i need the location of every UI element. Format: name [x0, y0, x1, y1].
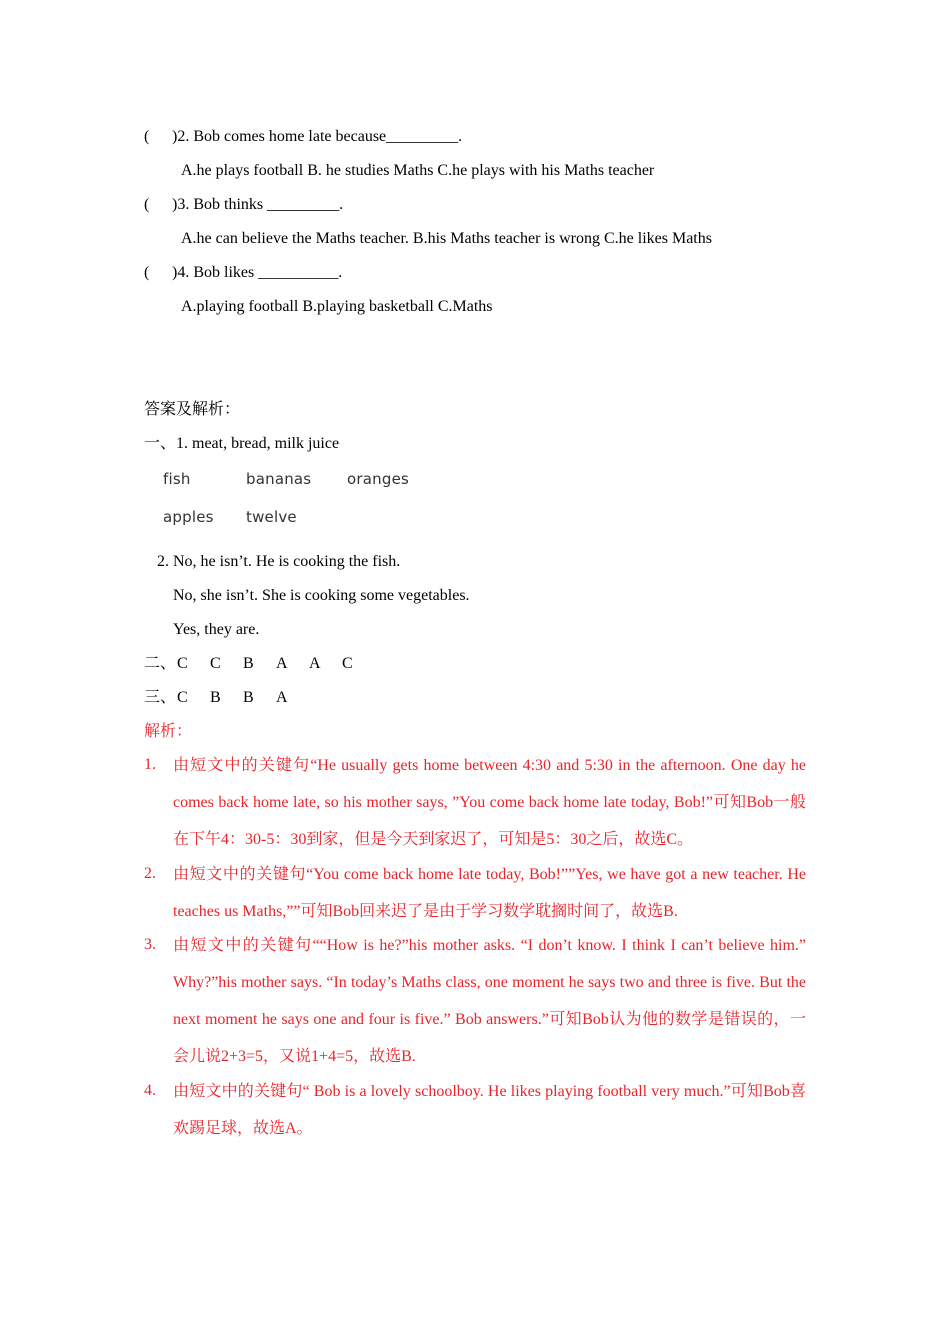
analysis-text: 由短文中的关键句“ Bob is a lovely schoolboy. He likes playing football very much.”可知Bob喜欢踢足球，故选A。 — [173, 1083, 806, 1137]
answer-letter: C — [210, 655, 221, 672]
answer-letter: A — [309, 655, 321, 672]
analysis-number: 2. — [144, 865, 156, 882]
analysis-heading: 解析： — [144, 723, 193, 740]
answer-letter: C — [342, 655, 353, 672]
analysis-text: 由短文中的关键句““How is he?”his mother asks. “I don’t know. I think I can’t believe him.” Why?”his mother says. “In today’s Maths class, one moment he says two and three is five. But the next moment he says one and four is five.” Bob answers.”可知Bob认为他的数学是错误的，一会儿说2+3=5，又说1+4=5，故选B. — [173, 937, 806, 1065]
analysis-item-2 — [144, 856, 806, 930]
answer-letter: C — [177, 655, 188, 672]
analysis-number: 3. — [144, 936, 156, 953]
part1-2-line3: Yes, they are. — [173, 621, 260, 638]
analysis-item-3 — [144, 927, 806, 1075]
part3-answers — [144, 688, 309, 708]
part1-line: 一、1. meat, bread, milk juice — [144, 435, 340, 452]
question-2-options: A.he plays football B. he studies Maths C.he plays with his Maths teacher — [181, 162, 655, 179]
word-bananas: bananas — [246, 470, 312, 488]
part1-2-line2: No, she isn’t. She is cooking some vegetables. — [173, 587, 470, 604]
word-oranges: oranges — [347, 470, 410, 488]
word-apples: apples — [163, 508, 214, 526]
answer-letter: B — [243, 655, 254, 672]
question-stem: )3. Bob thinks _________. — [172, 196, 344, 213]
analysis-number: 1. — [144, 756, 156, 773]
analysis-item-4 — [144, 1073, 806, 1147]
question-3-options: A.he can believe the Maths teacher. B.his Maths teacher is wrong C.he likes Maths — [181, 230, 712, 247]
answer-letter: B — [210, 689, 221, 706]
answer-letter: C — [177, 689, 188, 706]
part3-label: 三、 — [144, 689, 177, 706]
question-3 — [144, 195, 343, 215]
answer-paren: ( — [144, 196, 150, 213]
question-4-options: A.playing football B.playing basketball C.Maths — [181, 298, 493, 315]
question-stem: )2. Bob comes home late because_________. — [172, 128, 463, 145]
part2-answers — [144, 654, 375, 674]
analysis-number: 4. — [144, 1082, 156, 1099]
question-2 — [144, 127, 462, 147]
answer-letter: A — [276, 689, 288, 706]
answer-letter: B — [243, 689, 254, 706]
answer-paren: ( — [144, 128, 150, 145]
word-twelve: twelve — [246, 508, 297, 526]
part1-2-line1: 2. No, he isn’t. He is cooking the fish. — [157, 553, 401, 570]
answer-paren: ( — [144, 264, 150, 281]
part2-label: 二、 — [144, 655, 177, 672]
analysis-text: 由短文中的关键句“He usually gets home between 4:30 and 5:30 in the afternoon. One day he comes back home late, so his mother says, ”You come back home late today, Bob!”可知Bob一般在下午4：30-5：30到家，但是今天到家迟了，可知是5：30之后，故选C。 — [173, 757, 806, 848]
analysis-item-1 — [144, 747, 806, 858]
answer-letter: A — [276, 655, 288, 672]
analysis-text: 由短文中的关键句“You come back home late today, Bob!””Yes, we have got a new teacher. He teaches us Maths,””可知Bob回来迟了是由于学习数学耽搁时间了，故选B. — [173, 866, 806, 920]
word-fish: fish — [163, 470, 191, 488]
question-stem: )4. Bob likes __________. — [172, 264, 343, 281]
question-4 — [144, 263, 342, 283]
answers-heading: 答案及解析： — [144, 401, 241, 418]
